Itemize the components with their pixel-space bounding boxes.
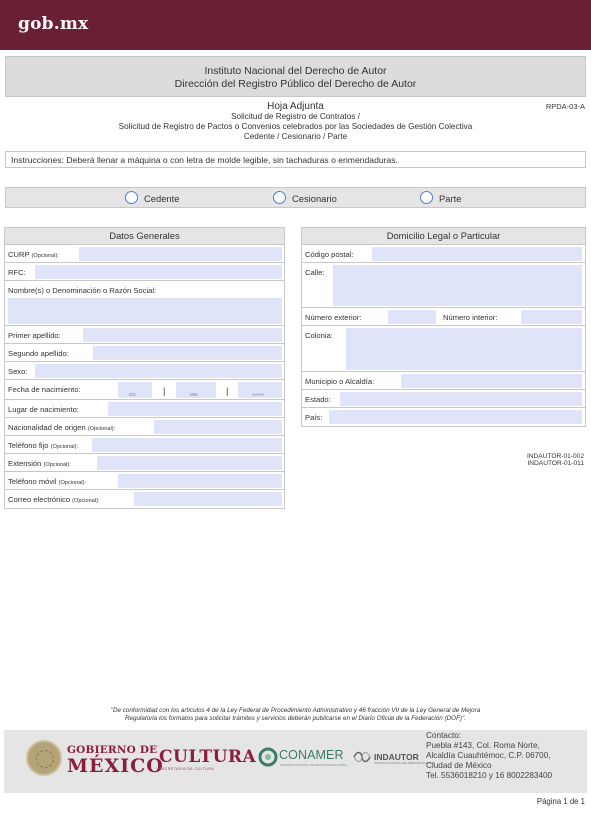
segundo-apellido-input[interactable] xyxy=(93,346,282,360)
field-label: Teléfono móvil (Opcional): xyxy=(8,477,87,486)
telefono-movil-row xyxy=(5,472,284,490)
colonia-row xyxy=(302,326,585,372)
nombre-input[interactable] xyxy=(8,298,282,324)
radio-label: Cedente xyxy=(144,193,180,204)
numero-row xyxy=(302,308,585,326)
contact-line: Puebla #143, Col. Roma Norte, xyxy=(426,741,540,750)
legal-note-line: Regulatoria los formatos para solicitar trámites y servicios deberán publicarse en el Diario Oficial de la Federación (DOF)". xyxy=(124,715,466,722)
fecha-nacimiento-row xyxy=(5,380,284,400)
pais-row xyxy=(302,408,585,426)
gobierno-logo-line2: MÉXICO xyxy=(67,755,164,777)
field-label: Lugar de nacimiento: xyxy=(8,405,79,414)
domicilio-section xyxy=(301,227,586,427)
nacionalidad-row xyxy=(5,418,284,436)
gobierno-logo-line1: GOBIERNO DE xyxy=(67,744,158,756)
extension-row xyxy=(5,454,284,472)
form-subtitle-1: Solicitud de Registro de Contratos / xyxy=(231,112,360,121)
form-title-block xyxy=(5,102,586,142)
primer-apellido-input[interactable] xyxy=(83,328,282,342)
radio-label: Parte xyxy=(439,193,462,204)
correo-row xyxy=(5,490,284,508)
field-label: Nombre(s) o Denominación o Razón Social: xyxy=(8,286,157,295)
date-separator: | xyxy=(163,386,166,396)
radio-parte[interactable] xyxy=(420,191,500,205)
indautor-logo-sub: INSTITUTO NACIONAL DEL DERECHO DE AUTOR xyxy=(374,762,435,765)
contact-line: Ciudad de México xyxy=(426,761,492,770)
numero-interior-input[interactable] xyxy=(521,310,582,324)
field-label: País: xyxy=(305,413,323,422)
fecha-dia-input[interactable] xyxy=(118,382,152,398)
page-number: Página 1 de 1 xyxy=(536,797,585,806)
sexo-row xyxy=(5,362,284,380)
municipio-input[interactable] xyxy=(401,374,582,388)
institute-name: Instituto Nacional del Derecho de Autor xyxy=(204,65,387,77)
radio-cesionario[interactable] xyxy=(273,191,363,205)
curp-input[interactable] xyxy=(79,247,282,261)
domicilio-title: Domicilio Legal o Particular xyxy=(302,228,585,245)
field-label: Segundo apellido: xyxy=(8,349,69,358)
contact-line: Tel. 5536018210 y 16 8002283400 xyxy=(426,771,553,780)
municipio-row xyxy=(302,372,585,390)
institute-header xyxy=(5,56,586,97)
codigo-postal-input[interactable] xyxy=(372,247,582,261)
codigo-postal-row xyxy=(302,245,585,263)
gobierno-de-mexico-logo xyxy=(67,743,164,775)
radio-label: Cesionario xyxy=(292,193,337,204)
field-label: RFC: xyxy=(8,268,26,277)
cultura-logo-sub: SECRETARÍA DE CULTURA xyxy=(159,767,215,771)
datos-generales-section xyxy=(4,227,285,509)
conamer-logo: CONAMER xyxy=(279,748,344,762)
pais-input[interactable] xyxy=(329,410,582,424)
field-label: Nacionalidad de origen (Opcional): xyxy=(8,423,116,432)
contact-line: Alcaldía Cuauhtémoc, C.P. 06700, xyxy=(426,751,551,760)
numero-exterior-input[interactable] xyxy=(388,310,436,324)
field-label: Código postal: xyxy=(305,250,354,259)
colonia-input[interactable] xyxy=(346,328,582,370)
nacionalidad-input[interactable] xyxy=(154,420,282,434)
gobmx-header xyxy=(0,0,591,50)
legal-note xyxy=(30,707,561,723)
indautor-icon xyxy=(352,750,372,764)
indautor-codes xyxy=(527,453,584,467)
telefono-fijo-input[interactable] xyxy=(92,438,282,452)
field-label: CURP (Opcional): xyxy=(8,250,59,259)
conamer-logo-sub: COMISIÓN NACIONAL DE MEJORA REGULATORIA xyxy=(280,763,347,767)
lugar-nacimiento-row xyxy=(5,400,284,418)
field-label: Teléfono fijo (Opcional): xyxy=(8,441,79,450)
fecha-mes-input[interactable] xyxy=(176,382,216,398)
form-subtitle-2: Solicitud de Registro de Pactos o Convenios celebrados por las Sociedades de Gestión Colectiva xyxy=(118,122,473,131)
date-separator: | xyxy=(226,386,229,396)
form-title: Hoja Adjunta xyxy=(267,101,324,112)
field-label: Calle: xyxy=(305,268,325,277)
indautor-code: INDAUTOR-01-011 xyxy=(527,460,584,467)
contact-info xyxy=(426,731,552,781)
telefono-fijo-row xyxy=(5,436,284,454)
dd-hint: DD xyxy=(129,392,136,397)
radio-cedente[interactable] xyxy=(125,191,215,205)
radio-circle-icon[interactable] xyxy=(125,191,138,204)
field-label: Primer apellido: xyxy=(8,331,61,340)
sexo-input[interactable] xyxy=(35,364,282,378)
national-seal-icon xyxy=(26,740,62,776)
field-label: Municipio o Alcaldía: xyxy=(305,377,375,386)
primer-apellido-row xyxy=(5,326,284,344)
form-subtitle-3: Cedente / Cesionario / Parte xyxy=(243,132,348,141)
form-code: RPDA-03-A xyxy=(545,102,585,111)
calle-input[interactable] xyxy=(333,265,582,306)
legal-note-line: "De conformidad con los artículos 4 de la Ley Federal de Procedimiento Administrativo y 46 fracción VII de la Ley General de Mejora xyxy=(110,707,481,714)
field-label: Sexo: xyxy=(8,367,28,376)
telefono-movil-input[interactable] xyxy=(118,474,282,488)
instructions: Instrucciones: Deberá llenar a máquina o con letra de molde legible, sin tachaduras o enmendaduras. xyxy=(5,151,586,168)
radio-circle-icon[interactable] xyxy=(273,191,286,204)
indautor-logo: INDAUTOR xyxy=(374,752,419,762)
rfc-input[interactable] xyxy=(35,265,282,279)
field-label: Número interior: xyxy=(443,313,498,322)
field-label: Extensión (Opcional): xyxy=(8,459,71,468)
fecha-anio-input[interactable] xyxy=(238,382,282,398)
indautor-code: INDAUTOR-01-002 xyxy=(526,453,584,460)
field-label: Correo electrónico (Opcional): xyxy=(8,495,100,504)
mm-hint: MM xyxy=(190,392,198,397)
field-label: Número exterior: xyxy=(305,313,362,322)
gobmx-logo[interactable]: gob.mx xyxy=(18,14,89,34)
rfc-row xyxy=(5,263,284,281)
nombre-row xyxy=(5,281,284,326)
footer-band xyxy=(4,730,587,793)
conamer-icon xyxy=(258,747,278,767)
lugar-nacimiento-input[interactable] xyxy=(108,402,282,416)
curp-row xyxy=(5,245,284,263)
extension-input[interactable] xyxy=(97,456,282,470)
aaaa-hint: AAAA xyxy=(252,392,265,397)
datos-generales-title: Datos Generales xyxy=(5,228,284,245)
field-label: Colonia: xyxy=(305,331,333,340)
radio-circle-icon[interactable] xyxy=(420,191,433,204)
correo-input[interactable] xyxy=(134,492,282,506)
cultura-logo: CULTURA xyxy=(159,747,257,767)
calle-row xyxy=(302,263,585,308)
estado-row xyxy=(302,390,585,408)
field-label: Fecha de nacimiento: xyxy=(8,385,81,394)
field-label: Estado: xyxy=(305,395,331,404)
estado-input[interactable] xyxy=(340,392,582,406)
role-options xyxy=(5,187,586,208)
directorate-name: Dirección del Registro Público del Derecho de Autor xyxy=(174,78,417,90)
contact-title: Contacto: xyxy=(426,731,462,740)
segundo-apellido-row xyxy=(5,344,284,362)
